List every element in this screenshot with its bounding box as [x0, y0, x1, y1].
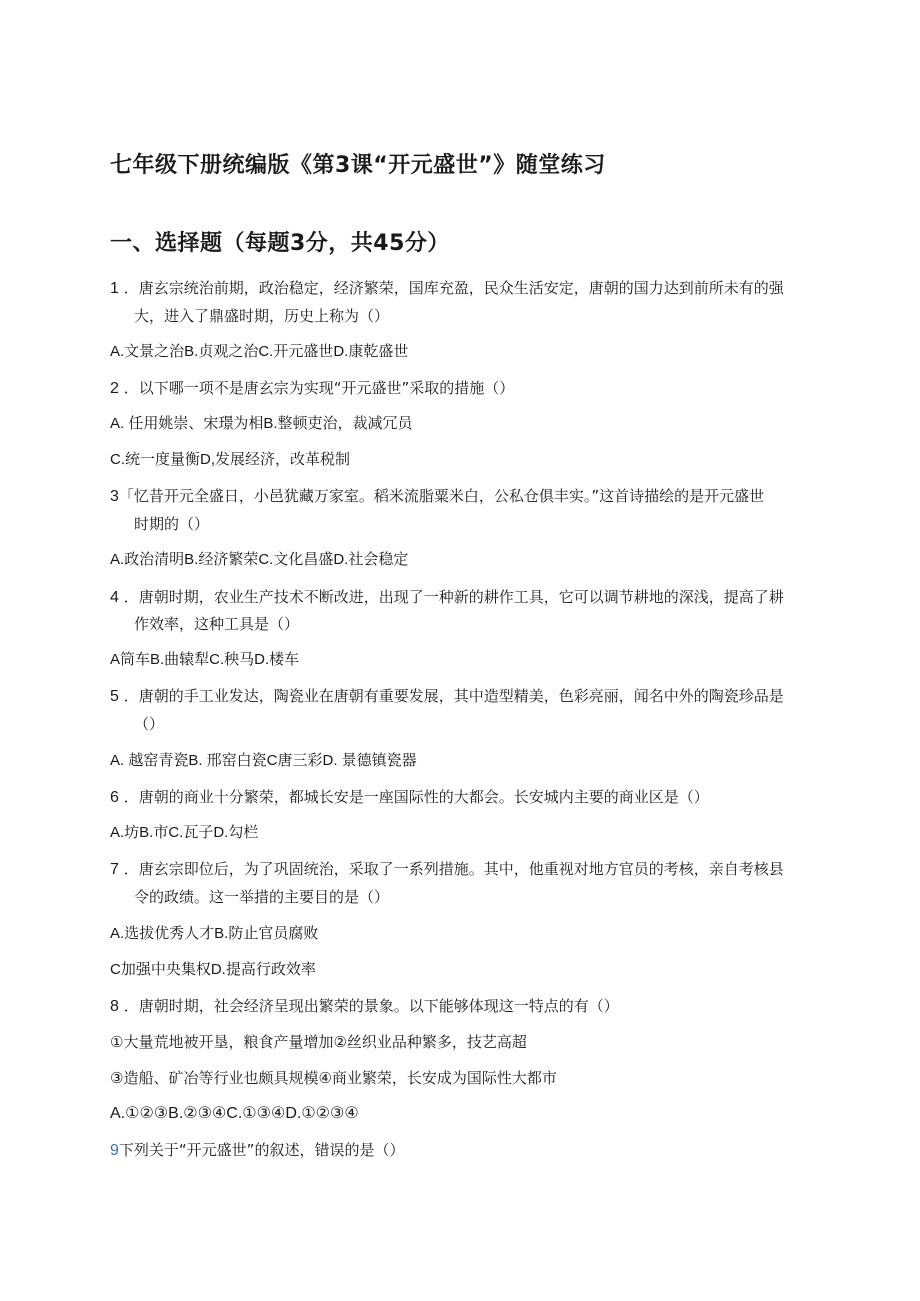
- question-5-cont: （）: [134, 715, 165, 733]
- question-text: ．唐玄宗即位后，为了巩固统治，采取了一系列措施。其中，他重视对地方官员的考核，亲自考核县: [123, 860, 784, 878]
- question-number: 9: [110, 1142, 119, 1159]
- document-title: 七年级下册统编版《第3课“开元盛世”》随堂练习: [110, 153, 606, 178]
- question-1-cont: 大，进入了鼎盛时期，历史上称为（）: [134, 307, 390, 325]
- question-number: 3: [110, 488, 119, 505]
- question-number: 2: [110, 380, 119, 397]
- question-7-options-b: C加强中央集权D.提高行政效率: [110, 961, 316, 978]
- question-text: ．唐朝时期，社会经济呈现出繁荣的景象。以下能够体现这一特点的有（）: [123, 997, 619, 1015]
- question-5: [110, 686, 784, 707]
- question-3: [110, 486, 764, 507]
- question-number: 4: [110, 589, 119, 606]
- question-3-options: A.政治清明B.经济繁荣C.文化昌盛D.社会稳定: [110, 551, 409, 568]
- question-2: [110, 378, 514, 399]
- question-5-options: A. 越窑青瓷B. 邢窑白瓷C唐三彩D. 景德镇瓷器: [110, 752, 417, 769]
- question-number: 1: [110, 280, 119, 297]
- question-8-statement-1: ①大量荒地被开垦，粮食产量增加②丝织业品种繁多，技艺高超: [110, 1033, 527, 1051]
- question-text: 「忆昔开元全盛日，小邑犹藏万家室。稻米流脂粟米白，公私仓俱丰实。”这首诗描绘的是开元盛世: [118, 487, 765, 505]
- question-1-options: A.文景之治B.贞观之治C.开元盛世D.康乾盛世: [110, 343, 409, 360]
- question-text: ．以下哪一项不是唐玄宗为实现“开元盛世”采取的措施（）: [123, 379, 515, 397]
- question-text: 下列关于“开元盛世”的叙述，错误的是（）: [118, 1141, 405, 1159]
- question-1: [110, 278, 784, 299]
- question-text: ．唐玄宗统治前期，政治稳定，经济繁荣，国库充盈，民众生活安定，唐朝的国力达到前所未有的强: [123, 279, 784, 297]
- question-7-options-a: A.选拔优秀人才B.防止官员腐败: [110, 925, 319, 942]
- question-7-cont: 令的政绩。这一举措的主要目的是（）: [134, 888, 390, 906]
- question-text: ．唐朝的手工业发达，陶瓷业在唐朝有重要发展，其中造型精美，色彩亮丽，闻名中外的陶瓷珍品是: [123, 687, 784, 705]
- question-text: ．唐朝的商业十分繁荣，都城长安是一座国际性的大都会。长安城内主要的商业区是（）: [123, 788, 709, 806]
- question-number: 5: [110, 688, 119, 705]
- question-4: [110, 587, 784, 608]
- question-2-options-b: C.统一度量衡D,发展经济，改革税制: [110, 451, 351, 468]
- section-heading: 一、选择题（每题3分，共45分）: [110, 231, 450, 256]
- question-6-options: A.坊B.市C.瓦子D.勾栏: [110, 824, 259, 841]
- question-text: ．唐朝时期，农业生产技术不断改进，出现了一种新的耕作工具，它可以调节耕地的深浅，提高了耕: [123, 588, 784, 606]
- question-4-cont: 作效率，这种工具是（）: [134, 615, 300, 633]
- question-2-options-a: A. 任用姚崇、宋璟为相B.整顿吏治，裁减冗员: [110, 415, 413, 432]
- question-9: [110, 1140, 404, 1161]
- question-8-statement-2: ③造船、矿冶等行业也颇具规模④商业繁荣，长安成为国际性大都市: [110, 1069, 557, 1087]
- question-8-options: A.①②③B.②③④C.①③④D.①②③④: [110, 1105, 359, 1122]
- question-number: 7: [110, 861, 119, 878]
- question-4-options: A筒车B.曲辕犁C.秧马D.楼车: [110, 651, 300, 668]
- question-6: [110, 787, 709, 808]
- question-8: [110, 996, 619, 1017]
- question-number: 8: [110, 998, 119, 1015]
- question-3-cont: 时期的（）: [134, 515, 210, 533]
- question-7: [110, 859, 784, 880]
- question-number: 6: [110, 789, 119, 806]
